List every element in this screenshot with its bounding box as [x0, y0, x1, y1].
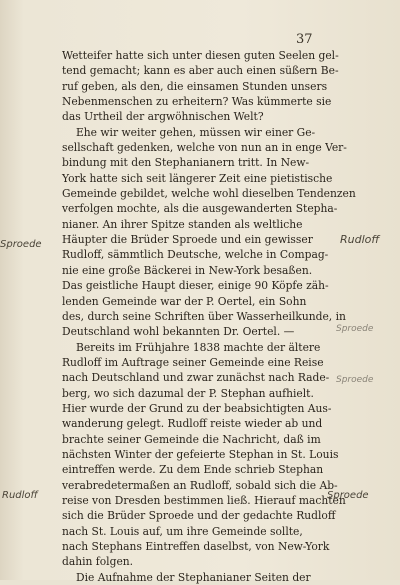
- text-line: Gemeinde gebildet, welche wohl dieselben Tendenzen: [62, 187, 356, 201]
- text-line: nächsten Winter der gefeierte Stephan in St. Louis: [62, 447, 339, 461]
- text-line: Bereits im Frühjahre 1838 machte der ältere: [76, 340, 321, 354]
- text-line: des, durch seine Schriften über Wasserheilkunde, in: [62, 309, 346, 323]
- text-line: sellschaft gedenken, welche von nun an in enge Ver-: [62, 141, 347, 155]
- text-line: Häupter die Brüder Sproede und ein gewisser: [62, 233, 313, 247]
- text-line: nach Deutschland und zwar zunächst nach Rade-: [62, 371, 330, 385]
- text-line: bindung mit den Stephanianern tritt. In New-: [62, 156, 310, 170]
- text-line: verabredetermaßen an Rudloff, sobald sich die Ab-: [62, 478, 338, 492]
- text-line: das Urtheil der argwöhnischen Welt?: [62, 110, 264, 124]
- page-number: 37: [296, 32, 313, 47]
- text-line: nie eine große Bäckerei in New-York besaßen.: [62, 263, 313, 277]
- text-line: verfolgen mochte, als die ausgewanderten Stepha-: [62, 202, 338, 216]
- margin-note: Sproede: [0, 239, 42, 250]
- text-line: wanderung gelegt. Rudloff reiste wieder ab und: [62, 417, 323, 431]
- text-line: Rudloff, sämmtlich Deutsche, welche in Compag-: [62, 248, 329, 262]
- text-line: York hatte sich seit längerer Zeit eine pietistische: [62, 171, 333, 185]
- margin-note: Sproede: [336, 324, 374, 334]
- text-line: Rudloff im Auftrage seiner Gemeinde eine Reise: [62, 355, 324, 369]
- margin-note: Sproede: [327, 490, 369, 501]
- body-text: [62, 48, 356, 585]
- text-line: nach Stephans Eintreffen daselbst, von New-York: [62, 540, 330, 553]
- text-line: Ehe wir weiter gehen, müssen wir einer Ge-: [76, 125, 316, 139]
- margin-note: Rudloff: [340, 233, 380, 246]
- text-line: sich die Brüder Sproede und der gedachte Rudloff: [62, 509, 336, 523]
- margin-note: Rudloff: [2, 490, 38, 501]
- text-line: dahin folgen.: [62, 555, 134, 569]
- text-line: brachte seiner Gemeinde die Nachricht, daß im: [62, 432, 321, 446]
- text-line: Wetteifer hatte sich unter diesen guten Seelen gel-: [62, 49, 339, 62]
- text-line: tend gemacht; kann es aber auch einen süßern Be-: [62, 64, 339, 78]
- text-line: reise von Dresden bestimmen ließ. Hierauf machten: [62, 493, 346, 507]
- text-line: eintreffen werde. Zu dem Ende schrieb Stephan: [62, 463, 324, 477]
- text-line: Hier wurde der Grund zu der beabsichtigten Aus-: [62, 401, 332, 415]
- text-line: lenden Gemeinde war der P. Oertel, ein Sohn: [62, 294, 307, 308]
- text-line: Das geistliche Haupt dieser, einige 90 Köpfe zäh-: [62, 279, 329, 293]
- text-line: Nebenmenschen zu erheitern? Was kümmerte sie: [62, 95, 332, 109]
- text-line: Deutschland wohl bekannten Dr. Oertel. —: [62, 325, 295, 339]
- margin-note: Sproede: [336, 375, 374, 385]
- text-line: nianer. An ihrer Spitze standen als weltliche: [62, 217, 303, 231]
- text-line: Die Aufnahme der Stephanianer Seiten der: [76, 570, 311, 584]
- text-line: nach St. Louis auf, um ihre Gemeinde sollte,: [62, 524, 303, 538]
- text-line: ruf geben, als den, die einsamen Stunden unsers: [62, 79, 328, 93]
- text-line: berg, wo sich dazumal der P. Stephan aufhielt.: [62, 386, 314, 400]
